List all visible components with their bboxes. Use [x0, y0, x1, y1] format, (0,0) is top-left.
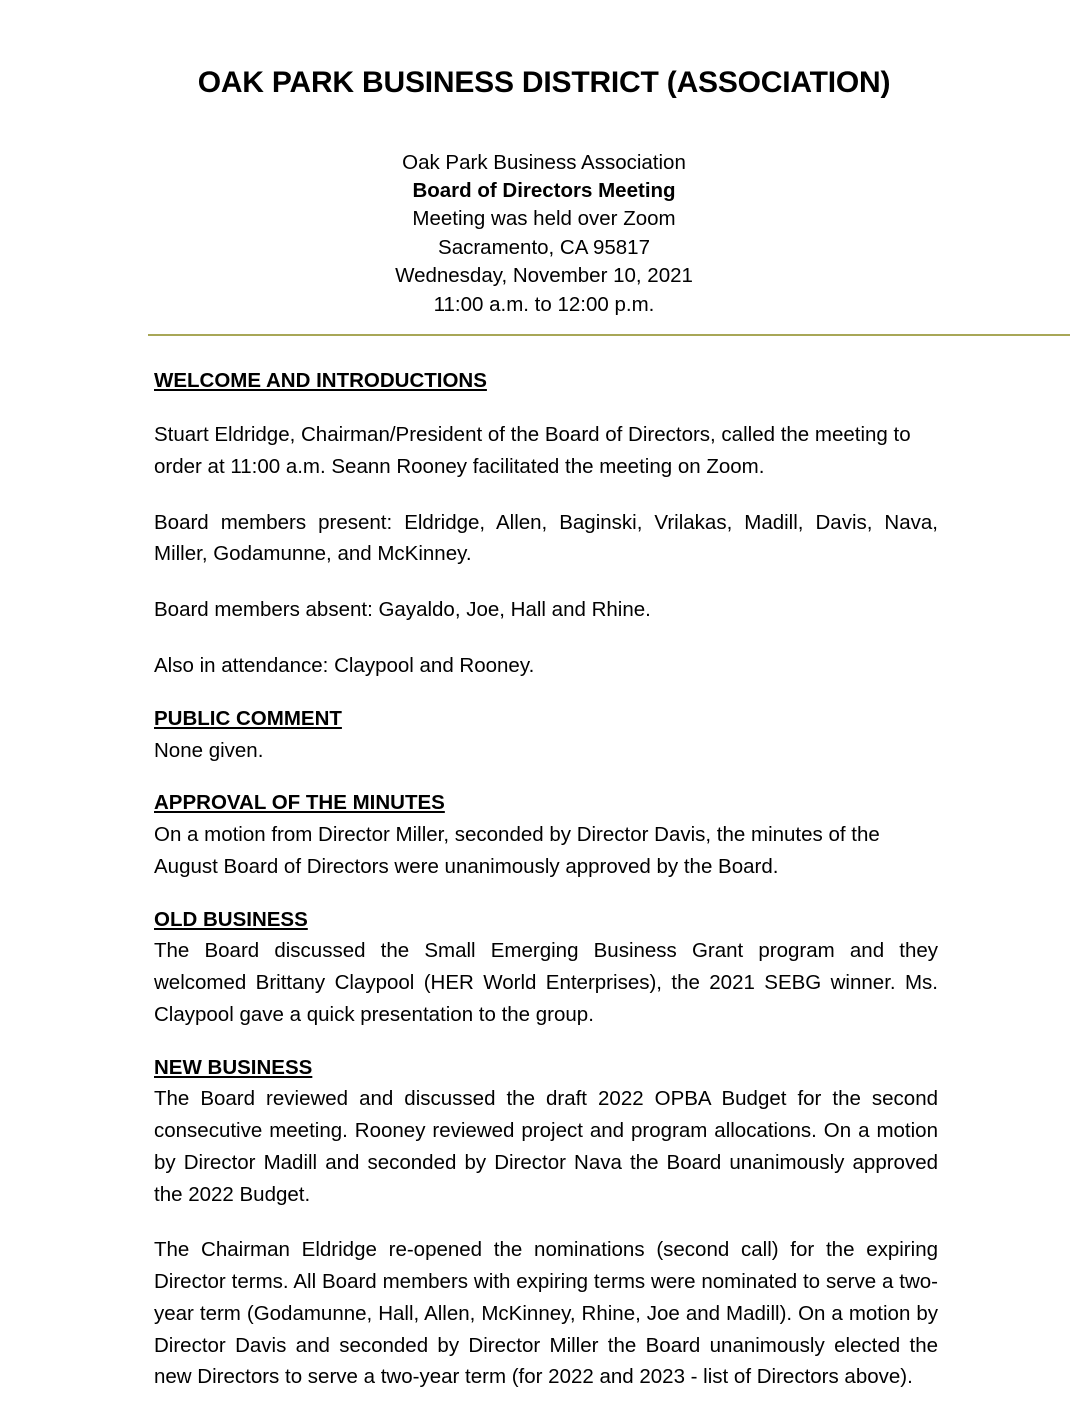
- organization-name: Oak Park Business Association: [402, 150, 686, 174]
- section-heading-approval-of-the-minutes: APPROVAL OF THE MINUTES: [154, 791, 445, 815]
- paragraph-old-business-body: The Board discussed the Small Emerging Business Grant program and they welcomed Brittany Claypool (HER World Enterprises), the 2021 SEBG winner. Ms. Claypool gave a quick presentation to the group.: [154, 939, 938, 1026]
- paragraph-also-in-attendance: Also in attendance: Claypool and Rooney.: [154, 653, 535, 677]
- meeting-time: 11:00 a.m. to 12:00 p.m.: [433, 292, 655, 316]
- document-body: [154, 336, 938, 1393]
- paragraph-new-business-budget: The Board reviewed and discussed the draft 2022 OPBA Budget for the second consecutive meeting. Rooney reviewed project and program allocations. On a motion by Director Madill and seconded by Director Nava the Board unanimously approved the 2022 Budget.: [154, 1087, 938, 1206]
- section-heading-welcome-and-introductions: WELCOME AND INTRODUCTIONS: [154, 369, 487, 393]
- paragraph-call-to-order: Stuart Eldridge, Chairman/President of the Board of Directors, called the meeting to order at 11:00 a.m. Seann Rooney facilitated the meeting on Zoom.: [154, 423, 911, 478]
- paragraph-members-absent: Board members absent: Gayaldo, Joe, Hall and Rhine.: [154, 598, 651, 622]
- paragraph-new-business-nominations: The Chairman Eldridge re-opened the nominations (second call) for the expiring Director terms. All Board members with expiring terms were nominated to serve a two-year term (Godamunne, Hall, Allen, McKinney, Rhine, Joe and Madill). On a motion by Director Davis and seconded by Director Miller the Board unanimously elected the new Directors to serve a two-year term (for 2022 and 2023 - list of Directors above).: [154, 1238, 938, 1389]
- spacer: [154, 397, 938, 419]
- section-heading-old-business: OLD BUSINESS: [154, 907, 308, 931]
- section-heading-new-business: NEW BUSINESS: [154, 1055, 313, 1079]
- location-note: Meeting was held over Zoom: [412, 207, 676, 231]
- meeting-date: Wednesday, November 10, 2021: [395, 264, 693, 288]
- section-heading-public-comment: PUBLIC COMMENT: [154, 706, 342, 730]
- page-title: OAK PARK BUSINESS DISTRICT (ASSOCIATION): [197, 66, 891, 99]
- meeting-header-block: [0, 101, 1088, 320]
- paragraph-public-comment-body: None given.: [154, 738, 264, 762]
- city-state-zip: Sacramento, CA 95817: [438, 235, 650, 259]
- paragraph-approval-of-minutes-body: On a motion from Director Miller, seconded by Director Davis, the minutes of the August Board of Directors were unanimously approved by the Board.: [154, 823, 880, 878]
- paragraph-members-present: Board members present: Eldridge, Allen, Baginski, Vrilakas, Madill, Davis, Nava, Miller, Godamunne, and McKinney.: [154, 510, 938, 566]
- meeting-type: Board of Directors Meeting: [412, 178, 676, 202]
